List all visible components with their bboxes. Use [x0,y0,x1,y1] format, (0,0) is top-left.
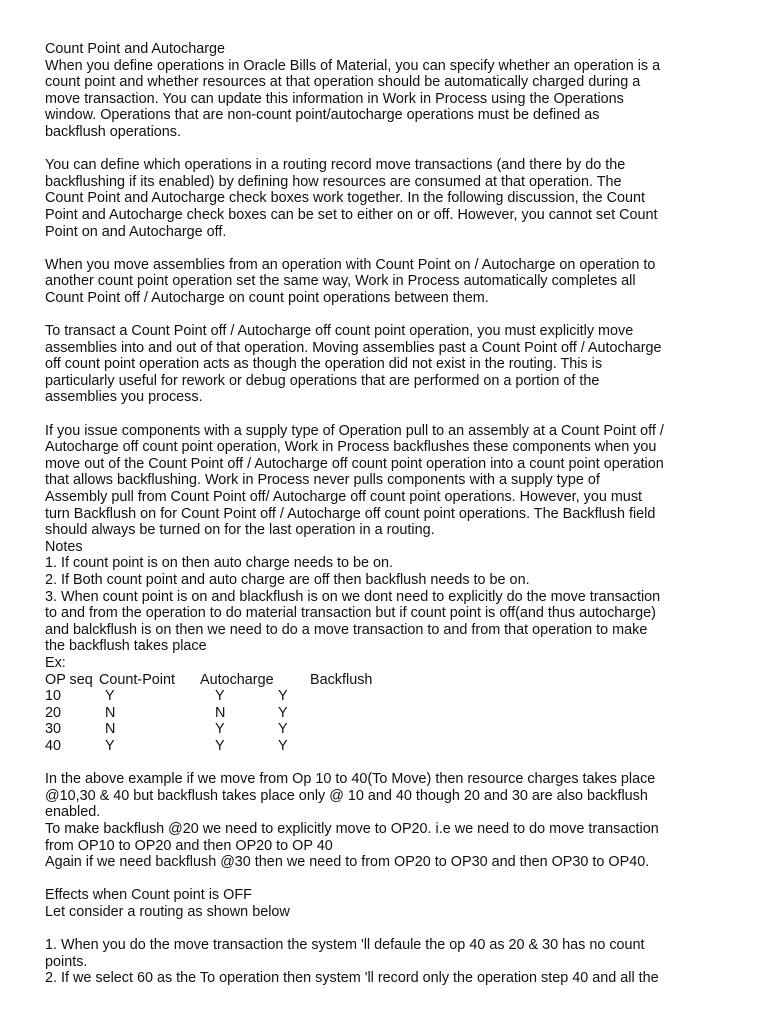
paragraph-3 [45,257,735,307]
text-line: count point and whether resources at that operation should be automatically charged during a [45,74,641,91]
table-cell: N [105,721,116,738]
text-line: Autocharge off count point operation, Work in Process backflushes these components when you [45,439,657,456]
table-cell: 20 [45,704,62,721]
text-line: should always be turned on for the last operation in a routing. [45,522,435,539]
text-line: To transact a Count Point off / Autocharge off count point operation, you must explicitly move [45,323,634,340]
text-line: turn Backflush on for Count Point off / Autocharge off count point operations. The Backflush field [45,505,656,522]
text-line: off count point operation acts as though the operation did not exist in the routing. This is [45,356,603,373]
notes-heading: Notes [45,538,83,555]
text-line: Let consider a routing as shown below [45,903,290,920]
text-line: To make backflush @20 we need to explicitly move to OP20. i.e we need to do move transaction [45,820,659,837]
text-line: from OP10 to OP20 and then OP20 to OP 40 [45,837,333,854]
paragraph-7 [45,887,735,920]
paragraph-gap [45,755,735,772]
table-header-row [45,672,735,689]
table-row [45,721,735,738]
table-cell: Y [278,704,288,721]
text-line: Count Point off / Autocharge on count point operations between them. [45,289,489,306]
note-item: 2. If Both count point and auto charge are off then backflush needs to be on. [45,572,530,588]
table-cell: Y [105,688,115,705]
paragraph-2 [45,157,735,240]
table-cell: 10 [45,688,62,705]
text-line: Point and Autocharge check boxes can be set to either on or off. However, you cannot set Count [45,206,658,223]
table-cell: Y [278,721,288,738]
text-line: backflush operations. [45,123,181,140]
text-line: Assembly pull from Count Point off/ Autocharge off count point operations. However, you must [45,489,643,506]
paragraph-8 [45,937,735,987]
table-cell: N [215,704,226,721]
text-line: 2. If we select 60 as the To operation then system 'll record only the operation step 40 and all the [45,970,659,987]
paragraph-6 [45,771,735,871]
table-cell: 40 [45,737,62,754]
text-line: enabled. [45,804,101,821]
table-row [45,688,735,705]
text-line: In the above example if we move from Op 10 to 40(To Move) then resource charges takes place [45,771,656,788]
text-line: that allows backflushing. Work in Process never pulls components with a supply type of [45,472,600,489]
table-cell: 30 [45,721,62,738]
text-line: You can define which operations in a routing record move transactions (and there by do the [45,157,626,174]
text-line: Again if we need backflush @30 then we need to from OP20 to OP30 and then OP30 to OP40. [45,854,650,871]
paragraph-gap [45,141,735,158]
paragraph-gap [45,920,735,937]
paragraph-4 [45,323,735,406]
table-header-cell: Count-Point [99,671,175,688]
table-row [45,705,735,722]
paragraph-gap [45,307,735,324]
table-cell: Y [215,688,225,705]
text-line: move transaction. You can update this information in Work in Process using the Operations [45,90,624,107]
table-cell: Y [105,737,115,754]
text-line: the backflush takes place [45,638,207,655]
table-header-cell: Autocharge [200,671,274,688]
text-line: When you define operations in Oracle Bills of Material, you can specify whether an operation is a [45,57,661,74]
text-line: points. [45,953,88,970]
table-cell: Y [278,688,288,705]
table-row [45,738,735,755]
text-line: 1. When you do the move transaction the system 'll defaule the op 40 as 20 & 30 has no count [45,937,645,954]
text-line: and balckflush is on then we need to do a move transaction to and from that operation to make [45,621,648,638]
paragraph-gap [45,240,735,257]
section-heading: Effects when Count point is OFF [45,887,252,904]
text-line: When you move assemblies from an operation with Count Point on / Autocharge on operation to [45,256,656,273]
paragraph-gap [45,406,735,423]
table-cell: Y [215,721,225,738]
paragraph-gap [45,871,735,888]
text-line: another count point operation set the same way, Work in Process automatically completes all [45,273,636,290]
text-line: particularly useful for rework or debug operations that are performed on a portion of the [45,372,600,389]
paragraph-1 [45,58,735,141]
routing-table [45,672,735,755]
note-item: 1. If count point is on then auto charge needs to be on. [45,555,394,572]
text-line: Point on and Autocharge off. [45,223,227,240]
text-line: @10,30 & 40 but backflush takes place only @ 10 and 40 though 20 and 30 are also backflush [45,787,648,804]
paragraph-5 [45,423,735,672]
doc-title: Count Point and Autocharge [45,41,226,57]
text-line: assemblies you process. [45,389,203,406]
text-line: window. Operations that are non-count point/autocharge operations must be defined as [45,107,600,124]
table-cell: Y [215,737,225,754]
text-line: Count Point and Autocharge check boxes work together. In the following discussion, the Count [45,190,645,207]
table-cell: N [105,704,116,721]
text-line: to and from the operation to do material transaction but if count point is off(and thus autocharge) [45,605,656,622]
note-item: 3. When count point is on and blackflush is on we dont need to explicitly do the move transaction [45,588,661,605]
text-line: backflushing if its enabled) by defining how resources are consumed at that operation. The [45,173,622,190]
example-label: Ex: [45,654,66,671]
text-line: assemblies into and out of that operation. Moving assemblies past a Count Point off / Autocharge [45,339,662,356]
text-line: If you issue components with a supply type of Operation pull to an assembly at a Count Point off / [45,422,664,439]
table-cell: Y [278,737,288,754]
table-header-cell: Backflush [310,671,373,688]
table-header-cell: OP seq [45,671,93,688]
text-line: move out of the Count Point off / Autocharge off count point operation into a count point operation [45,455,664,472]
document-page [45,41,735,987]
